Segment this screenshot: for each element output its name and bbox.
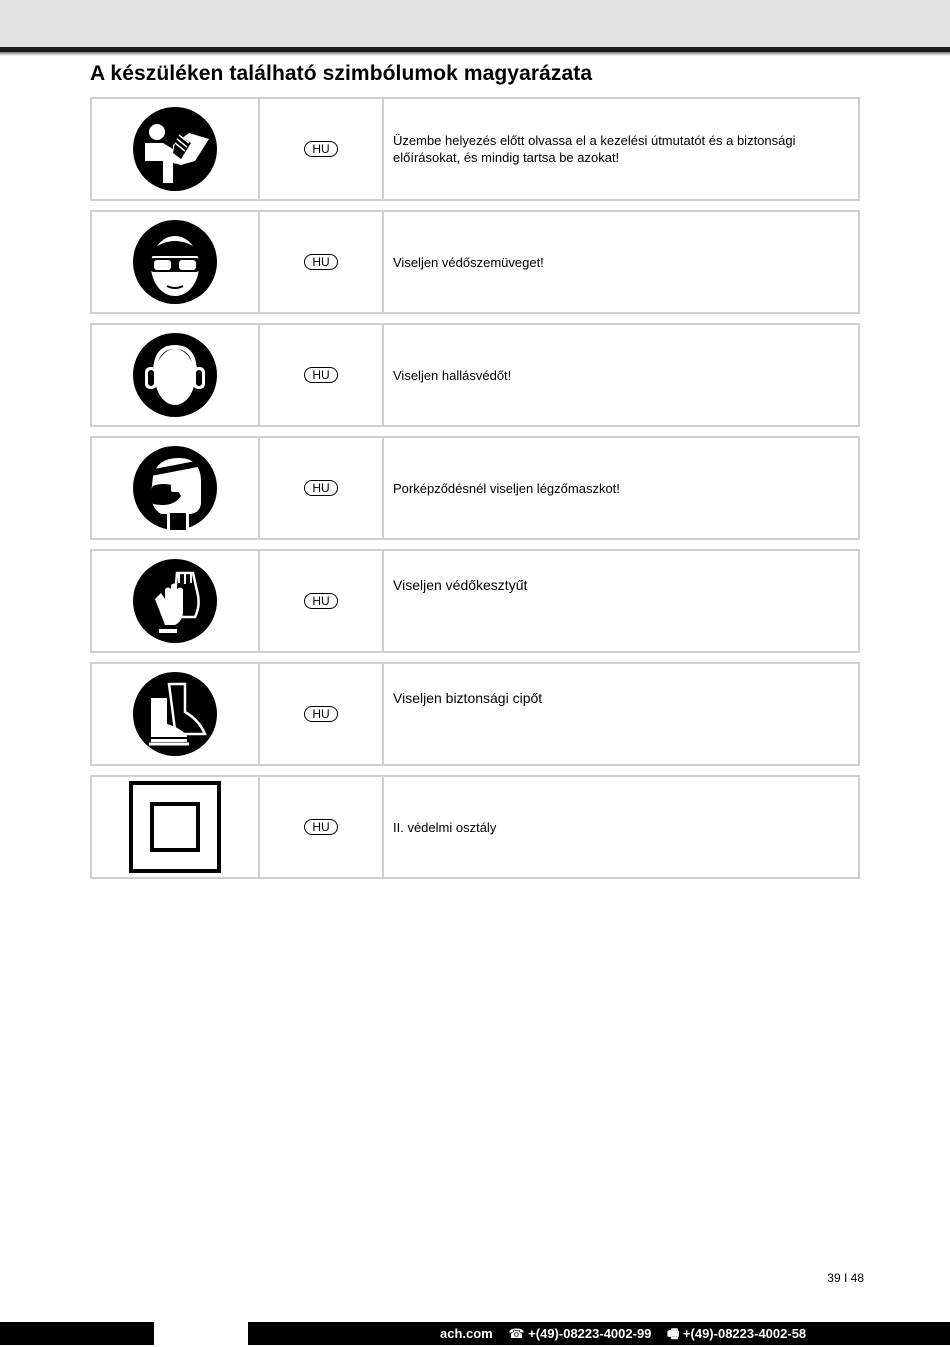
language-cell <box>260 664 384 764</box>
symbol-row <box>90 210 860 314</box>
symbol-description: Üzembe helyezés előtt olvassa el a kezelési útmutatót és a biztonsági előírásokat, és mindig tartsa be azokat! <box>393 133 796 165</box>
header-shadow <box>0 52 950 56</box>
symbol-icon-cell <box>92 325 260 425</box>
symbol-row <box>90 436 860 540</box>
symbol-row <box>90 549 860 653</box>
page-number: 39 I 48 <box>827 1271 864 1285</box>
safety-goggles-icon <box>133 220 217 304</box>
language-badge: HU <box>304 367 338 383</box>
language-badge: HU <box>304 593 338 609</box>
top-band <box>0 0 950 48</box>
symbol-row <box>90 97 860 201</box>
symbol-row <box>90 662 860 766</box>
symbol-row <box>90 775 860 879</box>
language-badge: HU <box>304 254 338 270</box>
symbol-icon-cell <box>92 99 260 199</box>
symbol-icon-cell <box>92 551 260 651</box>
language-cell <box>260 212 384 312</box>
footer-gap <box>154 1322 248 1345</box>
symbol-description: Viseljen biztonsági cipőt <box>393 690 543 706</box>
language-badge: HU <box>304 480 338 496</box>
language-badge: HU <box>304 819 338 835</box>
footer-fax: 🖷 +(49)-08223-4002-58 <box>667 1326 807 1341</box>
respirator-mask-icon <box>133 446 217 530</box>
symbol-row <box>90 323 860 427</box>
footer-website[interactable]: ach.com <box>440 1326 493 1341</box>
language-cell <box>260 777 384 877</box>
symbol-description: Porképződésnél viseljen légzőmaszkot! <box>393 480 620 496</box>
footer-bar <box>0 1322 950 1345</box>
language-cell <box>260 551 384 651</box>
symbol-icon-cell <box>92 438 260 538</box>
symbol-description: Viseljen védőkesztyűt <box>393 577 528 593</box>
read-manual-icon <box>133 107 217 191</box>
symbol-description: II. védelmi osztály <box>393 819 497 835</box>
symbol-icon-cell <box>92 212 260 312</box>
symbol-description: Viseljen hallásvédőt! <box>393 367 512 383</box>
symbol-icon-cell <box>92 777 260 877</box>
safety-boots-icon <box>133 672 217 756</box>
page-title: A készüléken található szimbólumok magyarázata <box>90 62 593 85</box>
footer-phone: ☎ +(49)-08223-4002-99 <box>508 1326 652 1341</box>
protection-class-ii-icon <box>129 781 221 873</box>
protective-gloves-icon <box>133 559 217 643</box>
symbol-icon-cell <box>92 664 260 764</box>
footer-contact <box>440 1325 818 1347</box>
symbol-description: Viseljen védőszemüveget! <box>393 254 544 270</box>
language-cell <box>260 325 384 425</box>
language-cell <box>260 438 384 538</box>
ear-protection-icon <box>133 333 217 417</box>
language-cell <box>260 99 384 199</box>
language-badge: HU <box>304 706 338 722</box>
symbol-table <box>90 97 860 888</box>
language-badge: HU <box>304 141 338 157</box>
